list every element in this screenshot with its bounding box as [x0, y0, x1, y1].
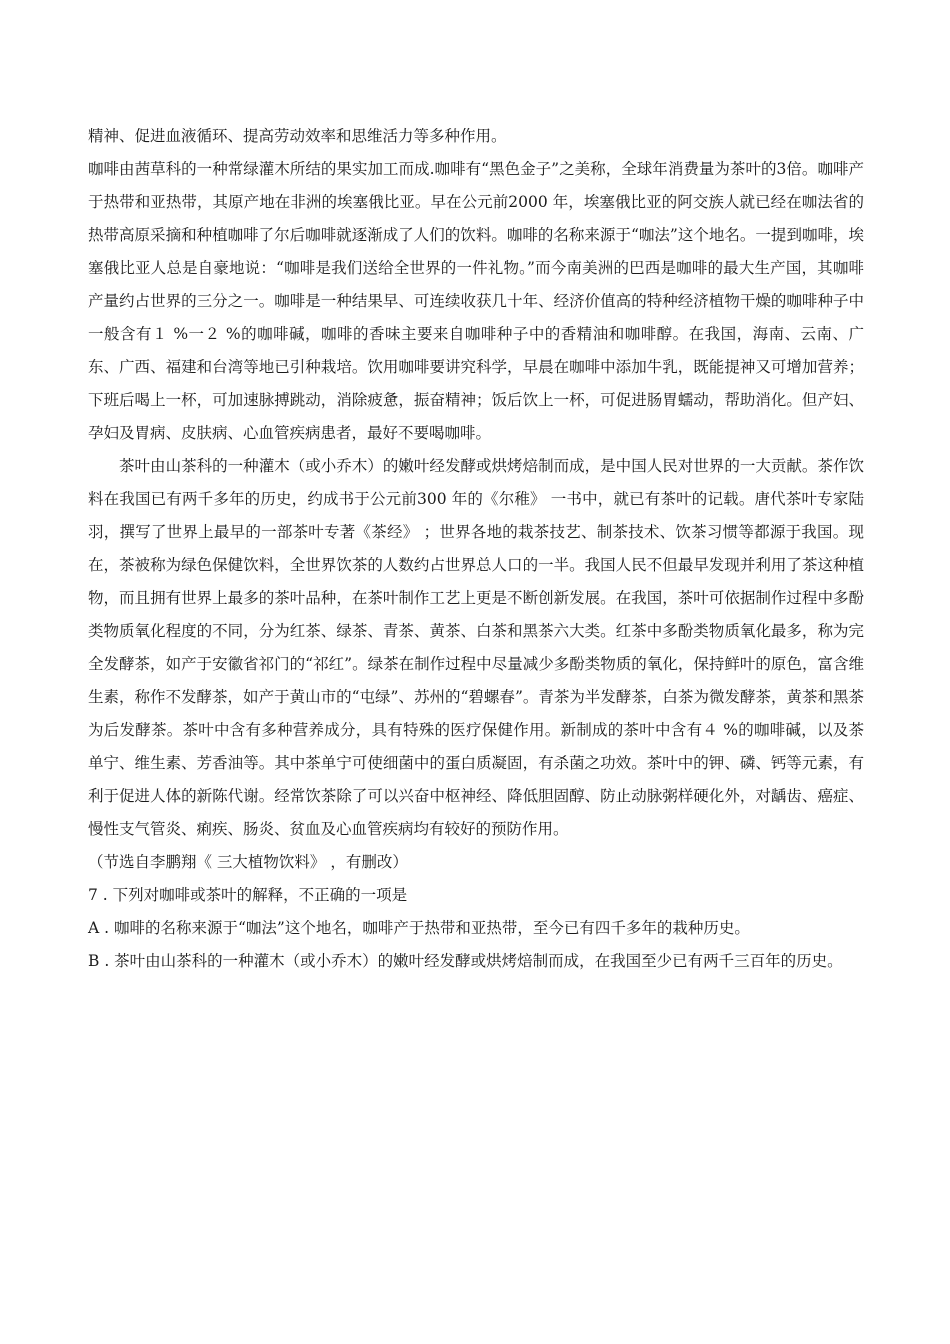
option-a: A . 咖啡的名称来源于“咖法”这个地名，咖啡产于热带和亚热带，至今已有四千多年的栽种历史。 — [88, 919, 750, 937]
document-page — [88, 120, 864, 978]
question-stem: 7 . 下列对咖啡或茶叶的解释，不正确的一项是 — [88, 886, 408, 904]
option-b: B . 茶叶由山茶科的一种灌木（或小乔木）的嫩叶经发酵或烘烤焙制而成，在我国至少已有两千三百年的历史。 — [88, 952, 843, 970]
tea-paragraph: 茶叶由山茶科的一种灌木（或小乔木）的嫩叶经发酵或烘烤焙制而成，是中国人民对世界的一大贡献。茶作饮料在我国已有两千多年的历史，约成书于公元前300 年的《尔稚》 一书中，就已有茶叶的记载。唐代茶叶专家陆羽，撰写了世界上最早的一部茶叶专著《茶经》 ；世界各地的栽茶技艺、制茶技术、饮茶习惯等都源于我国。现在，茶被称为绿色保健饮料，全世界饮茶的人数约占世界总人口的一半。我国人民不但最早发现并利用了茶这种植物，而且拥有世界上最多的茶叶品种，在茶叶制作工艺上更是不断创新发展。在我国，茶叶可依据制作过程中多酚类物质氧化程度的不同，分为红茶、绿茶、青茶、黄茶、白茶和黑茶六大类。红茶中多酚类物质氧化最多，称为完全发酵茶，如产于安徽省祁门的“祁红”。绿茶在制作过程中尽量减少多酚类物质的氧化，保持鲜叶的原色，富含维生素，称作不发酵茶，如产于黄山市的“屯绿”、苏州的“碧螺春”。青茶为半发酵茶，白茶为微发酵茶，黄茶和黑茶为后发酵茶。茶叶中含有多种营养成分，具有特殊的医疗保健作用。新制成的茶叶中含有４ %的咖啡碱，以及茶单宁、维生素、芳香油等。其中茶单宁可使细菌中的蛋白质凝固，有杀菌之功效。茶叶中的钾、磷、钙等元素，有利于促进人体的新陈代谢。经常饮茶除了可以兴奋中枢神经、降低胆固醇、防止动脉粥样硬化外，对龋齿、癌症、慢性支气管炎、痢疾、肠炎、贫血及心血管疾病均有较好的预防作用。 — [88, 457, 864, 838]
source-note: （节选自李鹏翔《 三大植物饮料》 ，有删改） — [88, 853, 408, 871]
continuation-line: 精神、促进血液循环、提高劳动效率和思维活力等多种作用。 — [88, 127, 507, 145]
coffee-paragraph: 咖啡由茜草科的一种常绿灌木所结的果实加工而成.咖啡有“黑色金子”之美称，全球年消费量为茶叶的3倍。咖啡产于热带和亚热带，其原产地在非洲的埃塞俄比亚。早在公元前2000 年，埃塞俄比亚的阿交族人就已经在咖法省的热带高原采摘和种植咖啡了尔后咖啡就逐渐成了人们的饮料。咖啡的名称来源于“咖法”这个地名。一提到咖啡，埃塞俄比亚人总是自豪地说：“咖啡是我们送给全世界的一件礼物。”而今南美洲的巴西是咖啡的最大生产国，其咖啡产量约占世界的三分之一。咖啡是一种结果早、可连续收获几十年、经济价值高的特种经济植物干燥的咖啡种子中一般含有１ %一２ %的咖啡碱，咖啡的香味主要来自咖啡种子中的香精油和咖啡醇。在我国，海南、云南、广东、广西、福建和台湾等地已引种栽培。饮用咖啡要讲究科学，早晨在咖啡中添加牛乳，既能提神又可增加营养；下班后喝上一杯，可加速脉搏跳动，消除疲惫，振奋精神；饭后饮上一杯，可促进肠胃蠕动，帮助消化。但产妇、孕妇及胃病、皮肤病、心血管疾病患者，最好不要喝咖啡。 — [88, 160, 864, 442]
